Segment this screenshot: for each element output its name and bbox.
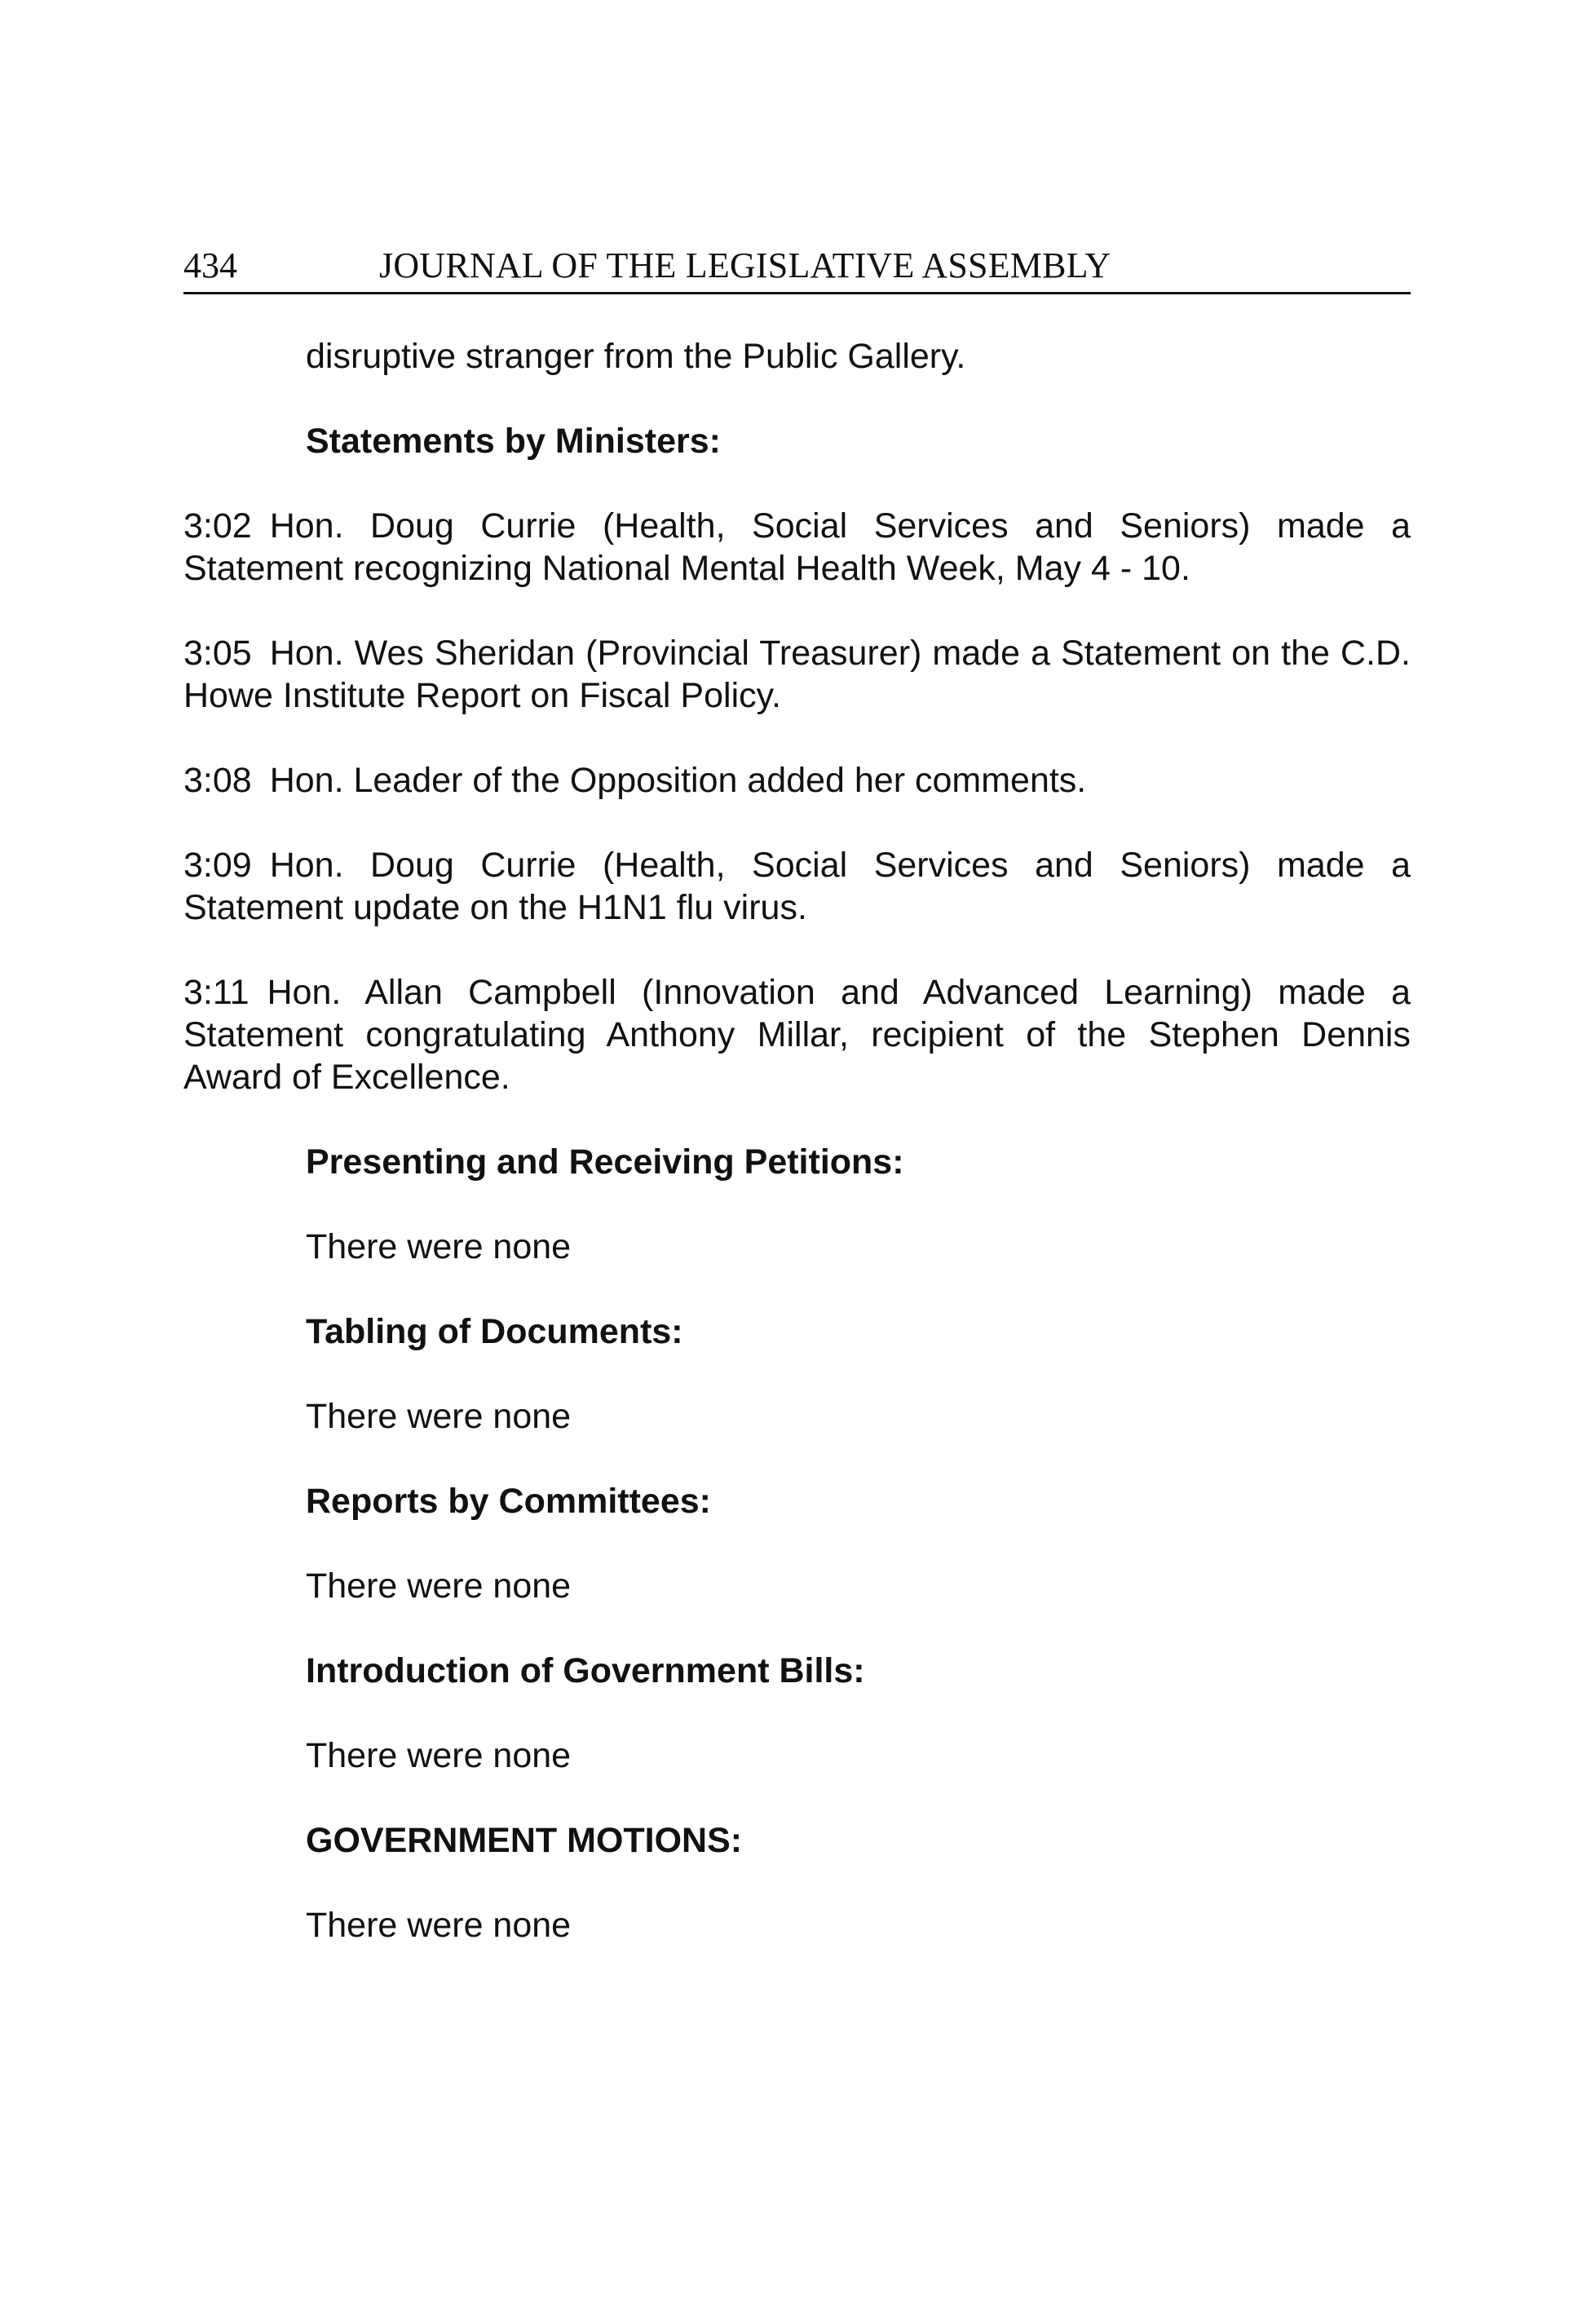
- journal-title: JOURNAL OF THE LEGISLATIVE ASSEMBLY: [379, 245, 1111, 285]
- section-heading-statements: Statements by Ministers:: [306, 422, 721, 461]
- statement-entry: [183, 505, 1411, 590]
- page-number: 434: [183, 245, 237, 285]
- statement-time: 3:09: [183, 846, 252, 885]
- statement-time: 3:11: [183, 973, 250, 1012]
- statement-text: Hon. Doug Currie (Health, Social Services and Seniors) made a Statement update on the H1N1 flu virus.: [183, 846, 1411, 927]
- statement-time: 3:05: [183, 634, 252, 673]
- statement-text: Hon. Allan Campbell (Innovation and Advanced Learning) made a Statement congratulating Anthony Millar, recipient of the Stephen Dennis Award of Excellence.: [183, 973, 1411, 1097]
- statement-text: Hon. Wes Sheridan (Provincial Treasurer) made a Statement on the C.D. Howe Institute Report on Fiscal Policy.: [183, 634, 1411, 715]
- journal-content: [183, 335, 1411, 1946]
- section-body-tabling-documents: There were none: [306, 1397, 572, 1436]
- section-body-government-motions: There were none: [306, 1906, 572, 1945]
- section-body-petitions: There were none: [306, 1227, 572, 1266]
- statement-entry: [183, 632, 1411, 717]
- continuation-text: disruptive stranger from the Public Gallery.: [306, 337, 966, 376]
- statement-entry: [183, 844, 1411, 929]
- running-header: [183, 245, 1411, 294]
- section-heading-committee-reports: Reports by Committees:: [306, 1482, 711, 1521]
- statement-text: Hon. Doug Currie (Health, Social Services and Seniors) made a Statement recognizing National Mental Health Week, May 4 - 10.: [183, 506, 1411, 588]
- section-body-committee-reports: There were none: [306, 1566, 572, 1606]
- section-heading-tabling-documents: Tabling of Documents:: [306, 1312, 683, 1351]
- section-heading-petitions: Presenting and Receiving Petitions:: [306, 1142, 904, 1182]
- statement-entry: [183, 971, 1411, 1098]
- statement-text: Hon. Leader of the Opposition added her comments.: [269, 761, 1087, 800]
- statement-time: 3:08: [183, 761, 252, 800]
- section-heading-government-motions: GOVERNMENT MOTIONS:: [306, 1821, 743, 1860]
- section-body-government-bills: There were none: [306, 1736, 572, 1775]
- statement-time: 3:02: [183, 506, 252, 546]
- statement-entry: [183, 759, 1411, 802]
- section-heading-government-bills: Introduction of Government Bills:: [306, 1651, 865, 1690]
- journal-page: [183, 245, 1411, 1946]
